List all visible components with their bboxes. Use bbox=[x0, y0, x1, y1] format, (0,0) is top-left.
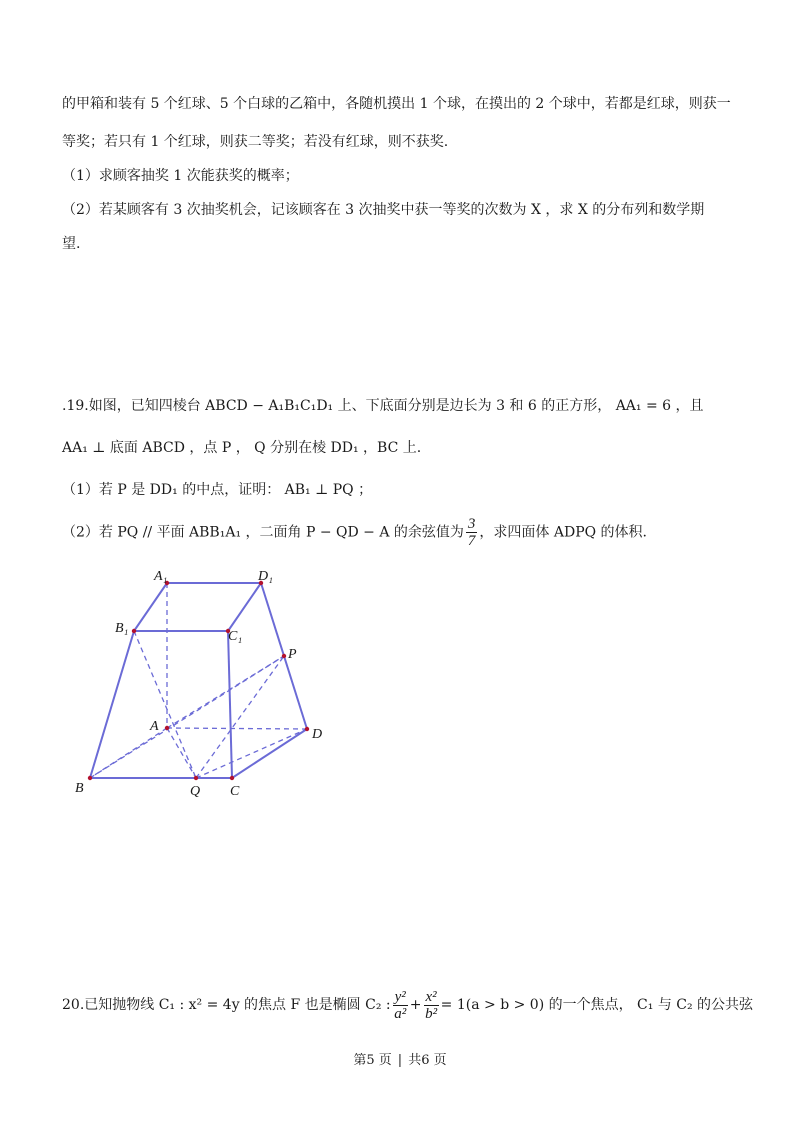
question-20 bbox=[62, 988, 753, 1022]
q18-part-1: （1）求顾客抽奖 1 次能获奖的概率； bbox=[62, 168, 299, 184]
hidden-edges bbox=[90, 583, 307, 778]
label-a1: A₁ bbox=[154, 569, 168, 584]
solid-edges bbox=[90, 583, 307, 778]
q19-part-2-before: （2）若 PQ // 平面 ABB₁A₁ ，二面角 P − QD − A 的余弦值为 bbox=[62, 524, 464, 541]
edge-b1-q bbox=[134, 631, 196, 778]
edge-a-q bbox=[167, 728, 196, 778]
total-pages: 共6 页 bbox=[408, 1053, 447, 1068]
label-d1: D₁ bbox=[258, 569, 273, 584]
label-b: B bbox=[75, 781, 84, 796]
q19-part-2 bbox=[62, 516, 647, 549]
page-footer bbox=[0, 1052, 800, 1070]
q20-after: = 1(a > b > 0) 的一个焦点， C₁ 与 C₂ 的公共弦 bbox=[440, 997, 754, 1013]
fraction-denominator: 7 bbox=[467, 533, 476, 549]
footer-separator: | bbox=[397, 1053, 403, 1068]
label-d: D bbox=[312, 727, 323, 742]
fraction-numerator: x² bbox=[425, 988, 437, 1005]
q20-before: 20.已知抛物线 C₁ : x² = 4y 的焦点 F 也是椭圆 C₂ : bbox=[62, 997, 391, 1013]
fraction-denominator: a² bbox=[394, 1005, 407, 1022]
point-b1 bbox=[132, 629, 136, 633]
edge-q-p bbox=[196, 656, 284, 778]
label-c: C bbox=[230, 784, 240, 799]
edge-b1-b bbox=[90, 631, 134, 778]
q19-line-2: AA₁ ⊥ 底面 ABCD ，点 P ， Q 分别在棱 DD₁ ，BC 上. bbox=[62, 440, 422, 456]
plus-sign: + bbox=[409, 997, 422, 1013]
edge-d1-c1 bbox=[228, 583, 261, 631]
edge-q-d bbox=[196, 729, 307, 778]
fraction-numerator: 3 bbox=[467, 516, 476, 532]
fraction-numerator: y² bbox=[394, 988, 406, 1005]
fraction-denominator: b² bbox=[425, 1005, 438, 1022]
fraction-y2-a2 bbox=[393, 989, 408, 1022]
edge-a1-b1 bbox=[134, 583, 167, 631]
vertex-labels bbox=[75, 569, 322, 799]
point-a bbox=[165, 726, 169, 730]
edge-c1-c bbox=[228, 631, 232, 778]
point-c bbox=[230, 776, 234, 780]
point-q bbox=[194, 776, 198, 780]
point-b bbox=[88, 776, 92, 780]
point-d bbox=[305, 727, 309, 731]
label-q: Q bbox=[190, 784, 201, 799]
q19-part-2-after: ，求四面体 ADPQ 的体积. bbox=[479, 524, 647, 541]
q19-part-1: （1）若 P 是 DD₁ 的中点，证明： AB₁ ⊥ PQ ； bbox=[62, 482, 373, 498]
label-b1: B₁ bbox=[115, 621, 129, 636]
label-a: A bbox=[150, 719, 159, 734]
edge-a-d bbox=[167, 728, 307, 729]
edge-c-d bbox=[232, 729, 307, 778]
q18-part-2-cont: 望. bbox=[62, 236, 81, 252]
label-c1: C₁ bbox=[228, 629, 243, 644]
frustum-figure bbox=[70, 566, 350, 806]
q18-part-2: （2）若某顾客有 3 次抽奖机会，记该顾客在 3 次抽奖中获一等奖的次数为 X ，求 X 的分布列和数学期 bbox=[62, 202, 705, 218]
label-p: P bbox=[288, 647, 297, 662]
q18-line-1: 的甲箱和装有 5 个红球、5 个白球的乙箱中，各随机摸出 1 个球，在摸出的 2 个球中，若都是红球，则获一 bbox=[62, 96, 731, 112]
point-p bbox=[282, 654, 286, 658]
q18-line-2: 等奖；若只有 1 个红球，则获二等奖；若没有红球，则不获奖. bbox=[62, 134, 449, 150]
fraction-x2-b2 bbox=[424, 989, 439, 1022]
fraction-3-7 bbox=[466, 516, 478, 549]
q19-line-1: .19.如图，已知四棱台 ABCD − A₁B₁C₁D₁ 上、下底面分别是边长为 3 和 6 的正方形， AA₁ = 6 ，且 bbox=[62, 398, 704, 414]
page-number: 第5 页 bbox=[353, 1053, 392, 1068]
